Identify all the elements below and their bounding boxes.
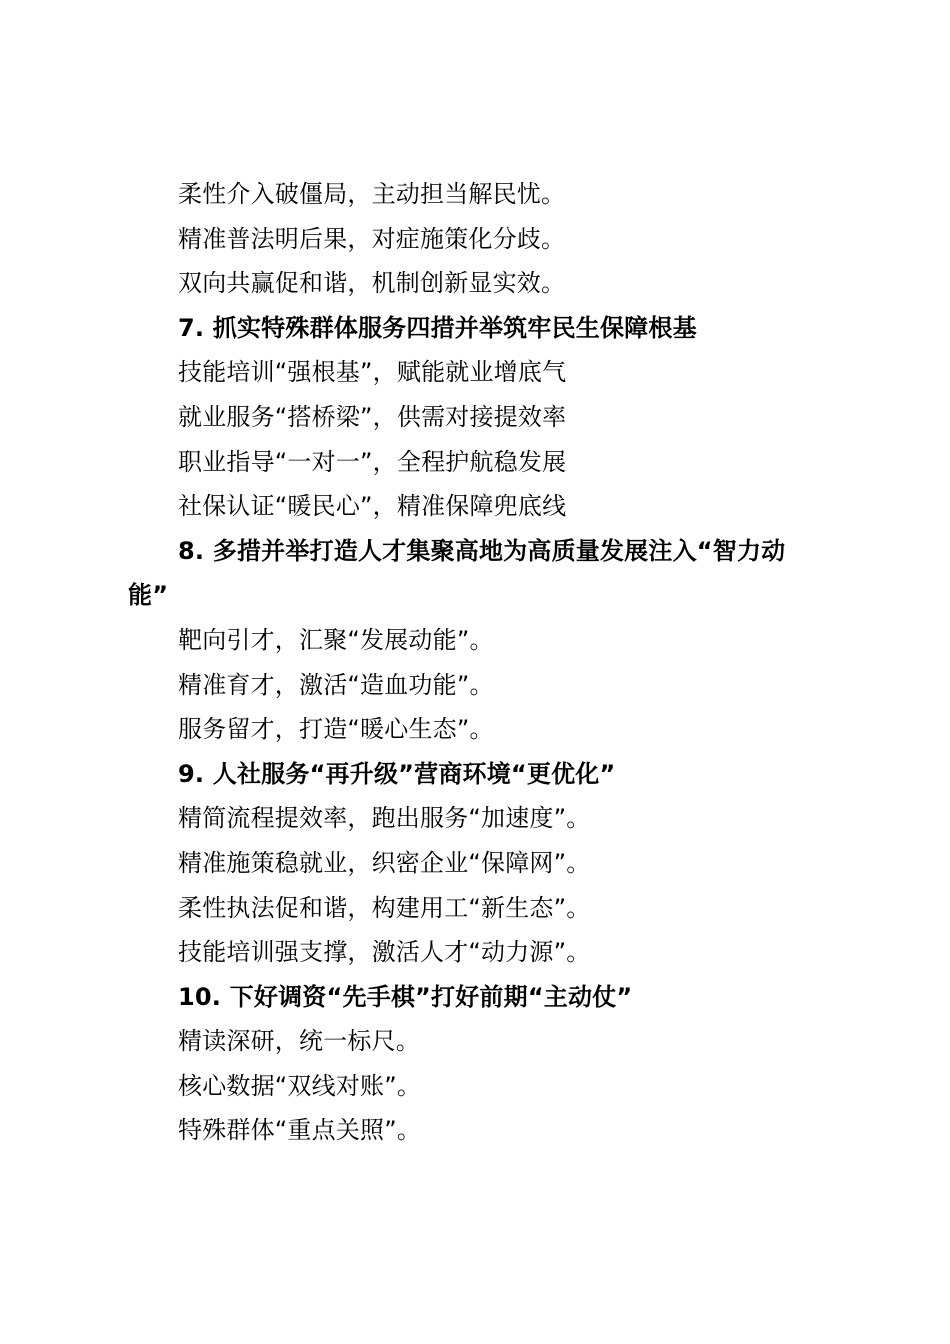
document-body [128, 172, 828, 1153]
body-line: 柔性介入破僵局，主动担当解民忧。 [178, 180, 566, 208]
body-line: 柔性执法促和谐，构建用工“新生态”。 [178, 893, 591, 922]
section-heading-9: 9. 人社服务“再升级”营商环境“更优化” [178, 759, 616, 788]
section-heading-8-continuation: 能” [128, 581, 169, 610]
body-line: 职业指导“一对一”，全程护航稳发展 [178, 447, 567, 476]
section-heading-10: 10. 下好调资“先手棋”打好前期“主动仗” [178, 982, 633, 1011]
body-line: 特殊群体“重点关照”。 [178, 1116, 422, 1145]
body-line: 技能培训“强根基”，赋能就业增底气 [178, 358, 567, 387]
body-line: 精准育才，激活“造血功能”。 [178, 670, 494, 699]
section-heading-8: 8. 多措并举打造人才集聚高地为高质量发展注入“智力动 [178, 536, 786, 565]
body-line: 技能培训强支撑，激活人才“动力源”。 [178, 938, 591, 967]
section-heading-7: 7. 抓实特殊群体服务四措并举筑牢民生保障根基 [178, 313, 697, 342]
body-line: 社保认证“暖民心”，精准保障兜底线 [178, 492, 567, 521]
body-line: 就业服务“搭桥梁”，供需对接提效率 [178, 402, 567, 431]
body-line: 精读深研，统一标尺。 [178, 1027, 420, 1056]
body-line: 服务留才，打造“暖心生态”。 [178, 715, 494, 744]
body-line: 精准普法明后果，对症施策化分歧。 [178, 224, 566, 253]
body-line: 核心数据“双线对账”。 [178, 1071, 422, 1100]
body-line: 精简流程提效率，跑出服务“加速度”。 [178, 804, 591, 833]
body-line: 双向共赢促和谐，机制创新显实效。 [178, 269, 566, 298]
body-line: 精准施策稳就业，织密企业“保障网”。 [178, 848, 591, 877]
body-line: 靶向引才，汇聚“发展动能”。 [178, 625, 494, 654]
